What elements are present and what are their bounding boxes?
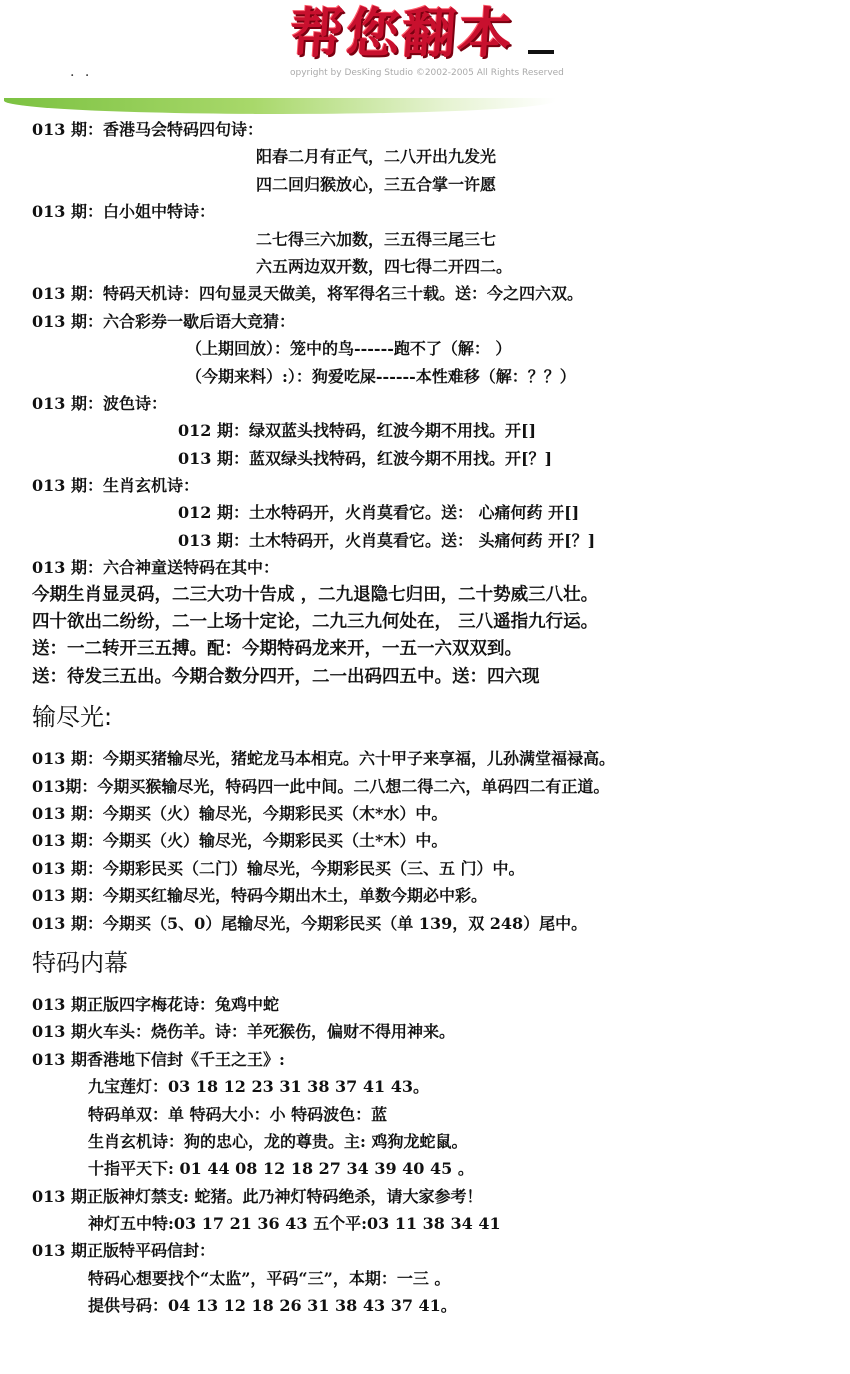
lose-all-item: 013期：今期买猴输尽光，特码四一此中间。二八想二得二六，单码四二有正道。 [32, 776, 610, 796]
eunuch-riddle: 特码心想要找个“太监”，平码“三”，本期：一三 。 [88, 1268, 451, 1288]
wave-poem-title: 013 期：波色诗： [32, 393, 167, 413]
zodiac-mystery-poem: 生肖玄机诗：狗的忠心，龙的尊贵。主: 鸡狗龙蛇鼠。 [88, 1131, 468, 1151]
hk-poem-title: 013 期：香港马会特码四句诗： [32, 120, 263, 139]
flat-letter-title: 013 期正版特平码信封： [32, 1241, 215, 1261]
riddle-previous: （上期回放）：笼中的鸟------跑不了（解： ） [186, 339, 512, 359]
shentong-line-4: 送：待发三五出。今期合数分四开，二一出码四五中。送：四六现 [32, 666, 540, 687]
green-swoosh-divider [4, 98, 556, 114]
bai-poem-line-2: 六五两边双开数，四七得二开四二。 [256, 256, 513, 276]
lose-all-heading: 输尽光: [32, 703, 113, 732]
lotus-lantern: 九宝莲灯：03 18 12 23 31 38 37 41 43。 [88, 1077, 429, 1097]
lose-all-item: 013 期：今期买（5、0）尾输尽光，今期彩民买（单 139，双 248）尾中。 [32, 913, 588, 933]
odd-even-size-wave: 特码单双：单 特码大小：小 特码波色：蓝 [88, 1104, 388, 1124]
hk-poem-line-2: 四二回归猴放心，三五合掌一许愿 [256, 174, 497, 194]
header-dots: . . [70, 64, 93, 80]
inside-info-heading: 特码内幕 [32, 948, 128, 977]
lamp-five-numbers: 神灯五中特:03 17 21 36 43 五个平:03 11 38 34 41 [88, 1214, 501, 1234]
zodiac-poem-title: 013 期：生肖玄机诗： [32, 476, 199, 496]
letter-title: 013 期香港地下信封《千王之王》: [32, 1049, 285, 1069]
copyright-text: opyright by DesKing Studio ©2002-2005 All Rights Reserved [290, 68, 564, 78]
zodiac-poem-012: 012 期：土水特码开，火肖莫看它。送： 心痛何药 开[] [178, 503, 580, 523]
wave-poem-013: 013 期：蓝双绿头找特码，红波今期不用找。开[？] [178, 448, 553, 468]
riddle-current: （今期来料）:）：狗爱吃屎------本性难移（解：？？） [186, 366, 576, 386]
tianji-poem: 013 期：特码天机诗：四句显灵天做美，将军得名三十载。送：今之四六双。 [32, 284, 583, 304]
shentong-title: 013 期：六合神童送特码在其中： [32, 558, 279, 578]
lose-all-item: 013 期：今期买（火）输尽光，今期彩民买（木*水）中。 [32, 803, 448, 823]
logo-dash [528, 50, 554, 54]
header-banner [0, 0, 564, 118]
ten-finger-numbers: 十指平天下: 01 44 08 12 18 27 34 39 40 45 。 [88, 1159, 474, 1179]
bai-poem-title: 013 期：白小姐中特诗： [32, 202, 215, 222]
bai-poem-line-1: 二七得三六加数，三五得三尾三七 [256, 229, 497, 249]
wave-poem-012: 012 期：绿双蓝头找特码，红波今期不用找。开[] [178, 421, 537, 441]
plum-poem: 013 期正版四字梅花诗：兔鸡中蛇 [32, 994, 279, 1014]
lamp-forbidden: 013 期正版神灯禁支: 蛇猪。此乃神灯特码绝杀，请大家参考！ [32, 1186, 483, 1206]
shentong-line-1: 今期生肖显灵码，二三大功十告成 ，二九退隐七归田，二十势威三八壮。 [32, 584, 599, 605]
shentong-line-2: 四十欲出二纷纷，二一上场十定论，二九三九何处在， 三八遥指九行运。 [32, 612, 599, 633]
logo-title: 帮您翻本 [287, 1, 517, 65]
riddle-title: 013 期：六合彩券一歇后语大竞猜： [32, 311, 295, 331]
zodiac-poem-013: 013 期：土木特码开，火肖莫看它。送： 头痛何药 开[？] [178, 530, 596, 550]
lose-all-item: 013 期：今期彩民买（二门）输尽光，今期彩民买（三、五 门）中。 [32, 858, 525, 878]
shentong-line-3: 送：一二转开三五搏。配：今期特码龙来开，一五一六双双到。 [32, 639, 522, 660]
train-head: 013 期火车头：烧伤羊。诗：羊死猴伤，偏财不得用神来。 [32, 1022, 455, 1042]
hk-poem-line-1: 阳春二月有正气，二八开出九发光 [256, 147, 497, 167]
document-body [32, 116, 832, 1320]
provided-numbers: 提供号码：04 13 12 18 26 31 38 43 37 41。 [88, 1296, 457, 1316]
lose-all-item: 013 期：今期买红输尽光，特码今期出木土，单数今期必中彩。 [32, 886, 487, 906]
lose-all-item: 013 期：今期买猪输尽光，猪蛇龙马本相克。六十甲子来享福，儿孙满堂福禄高。 [32, 749, 615, 769]
lose-all-item: 013 期：今期买（火）输尽光，今期彩民买（土*木）中。 [32, 831, 448, 851]
